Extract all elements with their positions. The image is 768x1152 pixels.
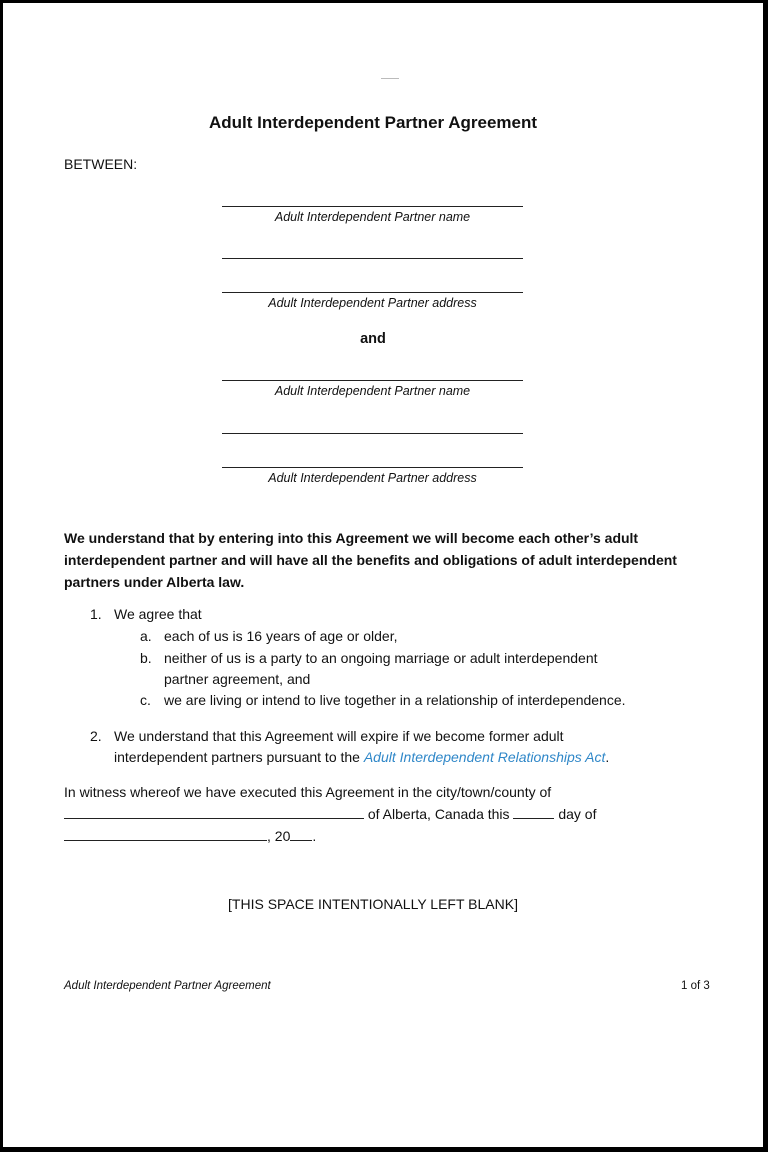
partner2-name-line: [222, 380, 523, 381]
item2-text-line1: We understand that this Agreement will expire if we become former adult: [114, 728, 564, 744]
month-blank: [64, 828, 267, 841]
header-mark: [381, 78, 399, 79]
page-number: 1 of 3: [681, 980, 710, 992]
blank-notice: [THIS SPACE INTENTIONALLY LEFT BLANK]: [228, 896, 518, 912]
year-prefix: , 20: [267, 828, 291, 844]
partner1-name-line: [222, 206, 523, 207]
day-of-text: day of: [554, 806, 597, 822]
year-blank: [290, 828, 312, 841]
subitem-a-letter: a.: [140, 628, 152, 644]
act-link[interactable]: Adult Interdependent Relationships Act: [363, 749, 606, 765]
intro-paragraph: We understand that by entering into this Agreement we will become each other’s adult interdependent partner and will have all the benefits and obligations of adult interdependent partners under Alberta law.: [64, 530, 677, 590]
footer-title: Adult Interdependent Partner Agreement: [64, 980, 271, 992]
partner2-address-line-2: [222, 467, 523, 468]
subitem-b-text-line2: partner agreement, and: [164, 671, 311, 687]
subitem-b-text-line1: neither of us is a party to an ongoing marriage or adult interdependent: [164, 650, 598, 666]
item1-text: We agree that: [114, 606, 202, 622]
item2-number: 2.: [90, 728, 102, 744]
item2-line2-prefix: interdependent partners pursuant to the: [114, 749, 364, 765]
partner1-address-line-2: [222, 292, 523, 293]
day-blank: [513, 806, 554, 819]
partner1-address-caption: Adult Interdependent Partner address: [268, 296, 477, 310]
document-page: [3, 3, 763, 1147]
partner2-address-caption: Adult Interdependent Partner address: [268, 471, 477, 485]
year-suffix: .: [312, 828, 317, 844]
of-alberta-text: of Alberta, Canada this: [364, 806, 514, 822]
between-label: BETWEEN:: [64, 156, 138, 172]
subitem-c-text: we are living or intend to live together in a relationship of interdependence.: [164, 692, 626, 708]
item2-line2-suffix: .: [605, 749, 610, 765]
partner2-name-caption: Adult Interdependent Partner name: [274, 384, 471, 398]
city-blank: [64, 806, 364, 819]
witness-line1: In witness whereof we have executed this Agreement in the city/town/county of: [64, 784, 552, 800]
subitem-a-text: each of us is 16 years of age or older,: [164, 628, 398, 644]
subitem-b-letter: b.: [140, 650, 152, 666]
witness-line2: [64, 804, 596, 825]
item2-text-line2: [114, 747, 609, 768]
item1-number: 1.: [90, 606, 102, 622]
partner1-address-line-1: [222, 258, 523, 259]
partner2-address-line-1: [222, 433, 523, 434]
subitem-c-letter: c.: [140, 692, 151, 708]
witness-line3: [64, 826, 316, 847]
document-title: Adult Interdependent Partner Agreement: [208, 113, 538, 132]
partner1-name-caption: Adult Interdependent Partner name: [274, 210, 471, 224]
and-label: and: [360, 331, 386, 347]
